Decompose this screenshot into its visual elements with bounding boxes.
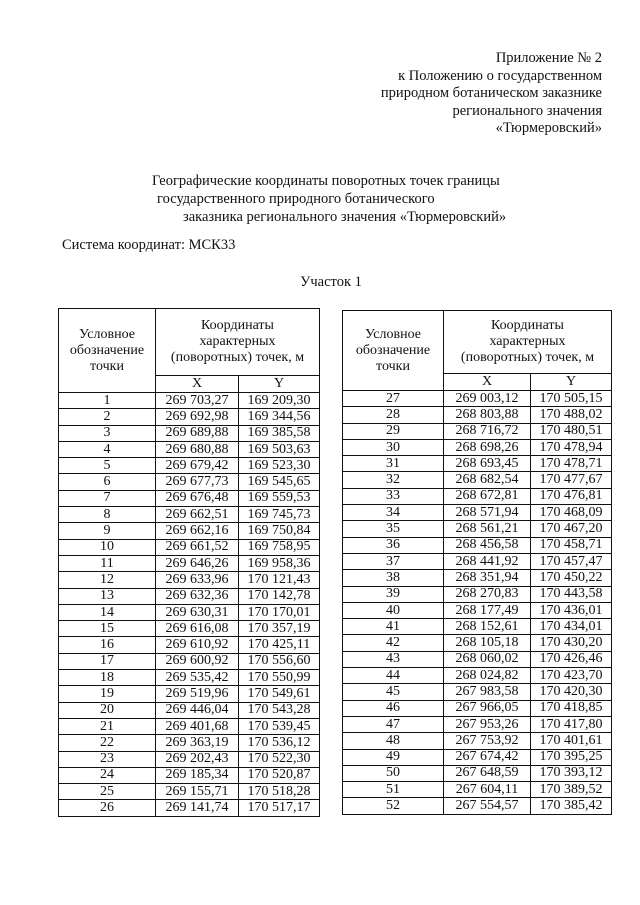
table-row	[343, 602, 612, 618]
x-cell: 269 680,88	[156, 441, 239, 457]
y-cell: 170 357,19	[239, 621, 320, 637]
x-cell: 269 202,43	[156, 751, 239, 767]
x-cell: 269 689,88	[156, 425, 239, 441]
table-row	[59, 653, 320, 669]
x-cell: 269 679,42	[156, 458, 239, 474]
table-row	[343, 765, 612, 781]
table-row	[59, 409, 320, 425]
y-cell: 169 523,30	[239, 458, 320, 474]
y-cell: 170 420,30	[531, 684, 612, 700]
title-line: заказника регионального значения «Тюрмеровский»	[183, 209, 507, 225]
point-id-cell: 18	[59, 670, 156, 686]
point-id-cell: 41	[343, 619, 444, 635]
y-cell: 169 750,84	[239, 523, 320, 539]
x-cell: 269 185,34	[156, 767, 239, 783]
header-y: Y	[239, 376, 320, 393]
y-cell: 170 480,51	[531, 423, 612, 439]
y-cell: 170 425,11	[239, 637, 320, 653]
x-cell: 269 600,92	[156, 653, 239, 669]
table-row	[59, 523, 320, 539]
table-row	[343, 635, 612, 651]
point-id-cell: 21	[59, 718, 156, 734]
table-row	[343, 700, 612, 716]
x-cell: 269 662,51	[156, 507, 239, 523]
table-row	[59, 718, 320, 734]
point-id-cell: 46	[343, 700, 444, 716]
y-cell: 169 758,95	[239, 539, 320, 555]
point-id-cell: 51	[343, 782, 444, 798]
point-id-cell: 1	[59, 393, 156, 409]
x-cell: 267 983,58	[444, 684, 531, 700]
x-cell: 269 401,68	[156, 718, 239, 734]
table-row	[59, 637, 320, 653]
y-cell: 169 545,65	[239, 474, 320, 490]
y-cell: 170 517,17	[239, 800, 320, 816]
y-cell: 170 436,01	[531, 602, 612, 618]
table-row	[59, 735, 320, 751]
point-id-cell: 45	[343, 684, 444, 700]
point-id-cell: 20	[59, 702, 156, 718]
point-id-cell: 27	[343, 391, 444, 407]
y-cell: 170 522,30	[239, 751, 320, 767]
y-cell: 170 393,12	[531, 765, 612, 781]
y-cell: 170 142,78	[239, 588, 320, 604]
y-cell: 170 450,22	[531, 570, 612, 586]
table-row	[59, 621, 320, 637]
header-coords: Координаты характерных (поворотных) точек, м	[156, 309, 320, 376]
point-id-cell: 5	[59, 458, 156, 474]
table-row	[343, 407, 612, 423]
x-cell: 269 155,71	[156, 784, 239, 800]
appendix-line: природном ботаническом заказнике	[380, 85, 602, 101]
point-id-cell: 12	[59, 572, 156, 588]
x-cell: 269 630,31	[156, 604, 239, 620]
table-body	[343, 391, 612, 815]
table-row	[343, 716, 612, 732]
y-cell: 170 468,09	[531, 505, 612, 521]
point-id-cell: 37	[343, 553, 444, 569]
x-cell: 269 703,27	[156, 393, 239, 409]
x-cell: 269 141,74	[156, 800, 239, 816]
point-id-cell: 49	[343, 749, 444, 765]
table-row	[343, 651, 612, 667]
table-row	[59, 702, 320, 718]
y-cell: 170 556,60	[239, 653, 320, 669]
x-cell: 267 604,11	[444, 782, 531, 798]
table-row	[59, 800, 320, 816]
point-id-cell: 32	[343, 472, 444, 488]
table-row	[343, 505, 612, 521]
table-body	[59, 393, 320, 817]
header-y: Y	[531, 374, 612, 391]
header-point: Условное обозначение точки	[59, 309, 156, 393]
x-cell: 268 672,81	[444, 488, 531, 504]
table-row	[59, 784, 320, 800]
point-id-cell: 23	[59, 751, 156, 767]
x-cell: 268 456,58	[444, 537, 531, 553]
table-row	[59, 393, 320, 409]
x-cell: 268 270,83	[444, 586, 531, 602]
table-row	[59, 474, 320, 490]
x-cell: 267 674,42	[444, 749, 531, 765]
point-id-cell: 17	[59, 653, 156, 669]
y-cell: 170 426,46	[531, 651, 612, 667]
table-row	[343, 570, 612, 586]
title-line: Географические координаты поворотных точек границы	[152, 173, 500, 189]
point-id-cell: 30	[343, 439, 444, 455]
table-row	[343, 619, 612, 635]
point-id-cell: 26	[59, 800, 156, 816]
point-id-cell: 16	[59, 637, 156, 653]
point-id-cell: 43	[343, 651, 444, 667]
point-id-cell: 31	[343, 456, 444, 472]
table-row	[343, 537, 612, 553]
table-row	[343, 586, 612, 602]
table-row	[59, 507, 320, 523]
coordinates-table-right	[342, 310, 612, 815]
table-row	[343, 456, 612, 472]
point-id-cell: 33	[343, 488, 444, 504]
x-cell: 269 662,16	[156, 523, 239, 539]
point-id-cell: 15	[59, 621, 156, 637]
x-cell: 268 060,02	[444, 651, 531, 667]
point-id-cell: 11	[59, 555, 156, 571]
x-cell: 267 648,59	[444, 765, 531, 781]
y-cell: 170 467,20	[531, 521, 612, 537]
x-cell: 269 632,36	[156, 588, 239, 604]
point-id-cell: 6	[59, 474, 156, 490]
table-row	[59, 458, 320, 474]
point-id-cell: 34	[343, 505, 444, 521]
x-cell: 269 646,26	[156, 555, 239, 571]
point-id-cell: 52	[343, 798, 444, 814]
y-cell: 170 505,15	[531, 391, 612, 407]
y-cell: 170 423,70	[531, 668, 612, 684]
table-row	[59, 555, 320, 571]
table-row	[343, 782, 612, 798]
x-cell: 267 554,57	[444, 798, 531, 814]
y-cell: 170 536,12	[239, 735, 320, 751]
x-cell: 269 519,96	[156, 686, 239, 702]
point-id-cell: 7	[59, 490, 156, 506]
x-cell: 268 561,21	[444, 521, 531, 537]
table-row	[343, 423, 612, 439]
x-cell: 269 003,12	[444, 391, 531, 407]
y-cell: 170 434,01	[531, 619, 612, 635]
point-id-cell: 38	[343, 570, 444, 586]
x-cell: 268 441,92	[444, 553, 531, 569]
table-row	[59, 572, 320, 588]
point-id-cell: 28	[343, 407, 444, 423]
y-cell: 170 417,80	[531, 716, 612, 732]
point-id-cell: 44	[343, 668, 444, 684]
table-row	[59, 539, 320, 555]
point-id-cell: 4	[59, 441, 156, 457]
y-cell: 170 443,58	[531, 586, 612, 602]
y-cell: 170 477,67	[531, 472, 612, 488]
table-row	[59, 751, 320, 767]
y-cell: 169 745,73	[239, 507, 320, 523]
x-cell: 268 177,49	[444, 602, 531, 618]
y-cell: 170 478,94	[531, 439, 612, 455]
x-cell: 267 953,26	[444, 716, 531, 732]
y-cell: 169 209,30	[239, 393, 320, 409]
table-row	[343, 553, 612, 569]
x-cell: 269 677,73	[156, 474, 239, 490]
y-cell: 170 520,87	[239, 767, 320, 783]
y-cell: 170 170,01	[239, 604, 320, 620]
x-cell: 269 616,08	[156, 621, 239, 637]
x-cell: 268 152,61	[444, 619, 531, 635]
point-id-cell: 3	[59, 425, 156, 441]
point-id-cell: 24	[59, 767, 156, 783]
x-cell: 268 716,72	[444, 423, 531, 439]
table-row	[59, 588, 320, 604]
y-cell: 170 488,02	[531, 407, 612, 423]
table-row	[59, 670, 320, 686]
x-cell: 268 682,54	[444, 472, 531, 488]
table-row	[343, 798, 612, 814]
point-id-cell: 36	[343, 537, 444, 553]
point-id-cell: 47	[343, 716, 444, 732]
x-cell: 268 698,26	[444, 439, 531, 455]
point-id-cell: 19	[59, 686, 156, 702]
table-row	[343, 488, 612, 504]
point-id-cell: 8	[59, 507, 156, 523]
x-cell: 268 693,45	[444, 456, 531, 472]
table-row	[343, 391, 612, 407]
header-x: X	[156, 376, 239, 393]
table-row	[59, 425, 320, 441]
appendix-line: регионального значения	[452, 102, 602, 119]
x-cell: 267 753,92	[444, 733, 531, 749]
table-row	[343, 439, 612, 455]
point-id-cell: 13	[59, 588, 156, 604]
point-id-cell: 42	[343, 635, 444, 651]
x-cell: 269 633,96	[156, 572, 239, 588]
point-id-cell: 14	[59, 604, 156, 620]
y-cell: 170 550,99	[239, 670, 320, 686]
table-row	[343, 684, 612, 700]
section-title: Участок 1	[300, 274, 362, 290]
table-row	[343, 668, 612, 684]
y-cell: 170 518,28	[239, 784, 320, 800]
y-cell: 170 385,42	[531, 798, 612, 814]
y-cell: 170 549,61	[239, 686, 320, 702]
table-row	[59, 767, 320, 783]
x-cell: 269 363,19	[156, 735, 239, 751]
point-id-cell: 48	[343, 733, 444, 749]
point-id-cell: 2	[59, 409, 156, 425]
y-cell: 170 401,61	[531, 733, 612, 749]
x-cell: 268 024,82	[444, 668, 531, 684]
y-cell: 169 958,36	[239, 555, 320, 571]
point-id-cell: 40	[343, 602, 444, 618]
y-cell: 170 458,71	[531, 537, 612, 553]
table-row	[343, 733, 612, 749]
point-id-cell: 25	[59, 784, 156, 800]
appendix-line: к Положению о государственном	[398, 67, 602, 84]
point-id-cell: 50	[343, 765, 444, 781]
appendix-line: «Тюрмеровский»	[495, 120, 602, 136]
y-cell: 170 389,52	[531, 782, 612, 798]
point-id-cell: 35	[343, 521, 444, 537]
y-cell: 169 559,53	[239, 490, 320, 506]
x-cell: 269 661,52	[156, 539, 239, 555]
y-cell: 170 476,81	[531, 488, 612, 504]
x-cell: 269 676,48	[156, 490, 239, 506]
x-cell: 269 535,42	[156, 670, 239, 686]
table-row	[343, 472, 612, 488]
title-line: государственного природного ботанического	[157, 191, 435, 207]
y-cell: 170 539,45	[239, 718, 320, 734]
point-id-cell: 29	[343, 423, 444, 439]
x-cell: 268 803,88	[444, 407, 531, 423]
table-row	[343, 749, 612, 765]
appendix-line: Приложение № 2	[495, 50, 602, 66]
x-cell: 269 692,98	[156, 409, 239, 425]
y-cell: 169 503,63	[239, 441, 320, 457]
x-cell: 269 446,04	[156, 702, 239, 718]
table-row	[59, 604, 320, 620]
x-cell: 268 571,94	[444, 505, 531, 521]
coordinate-system: Система координат: МСК33	[62, 237, 236, 253]
table-row	[59, 441, 320, 457]
y-cell: 170 543,28	[239, 702, 320, 718]
point-id-cell: 9	[59, 523, 156, 539]
y-cell: 170 430,20	[531, 635, 612, 651]
header-x: X	[444, 374, 531, 391]
y-cell: 170 121,43	[239, 572, 320, 588]
header-point: Условное обозначение точки	[343, 311, 444, 391]
y-cell: 170 457,47	[531, 553, 612, 569]
point-id-cell: 10	[59, 539, 156, 555]
y-cell: 170 478,71	[531, 456, 612, 472]
table-row	[343, 521, 612, 537]
table-row	[59, 490, 320, 506]
appendix-header	[381, 50, 602, 138]
y-cell: 170 418,85	[531, 700, 612, 716]
x-cell: 268 105,18	[444, 635, 531, 651]
x-cell: 268 351,94	[444, 570, 531, 586]
point-id-cell: 39	[343, 586, 444, 602]
y-cell: 169 385,58	[239, 425, 320, 441]
coordinates-table-left	[58, 308, 320, 817]
x-cell: 267 966,05	[444, 700, 531, 716]
x-cell: 269 610,92	[156, 637, 239, 653]
table-row	[59, 686, 320, 702]
y-cell: 169 344,56	[239, 409, 320, 425]
point-id-cell: 22	[59, 735, 156, 751]
y-cell: 170 395,25	[531, 749, 612, 765]
header-coords: Координаты характерных (поворотных) точек, м	[444, 311, 612, 374]
